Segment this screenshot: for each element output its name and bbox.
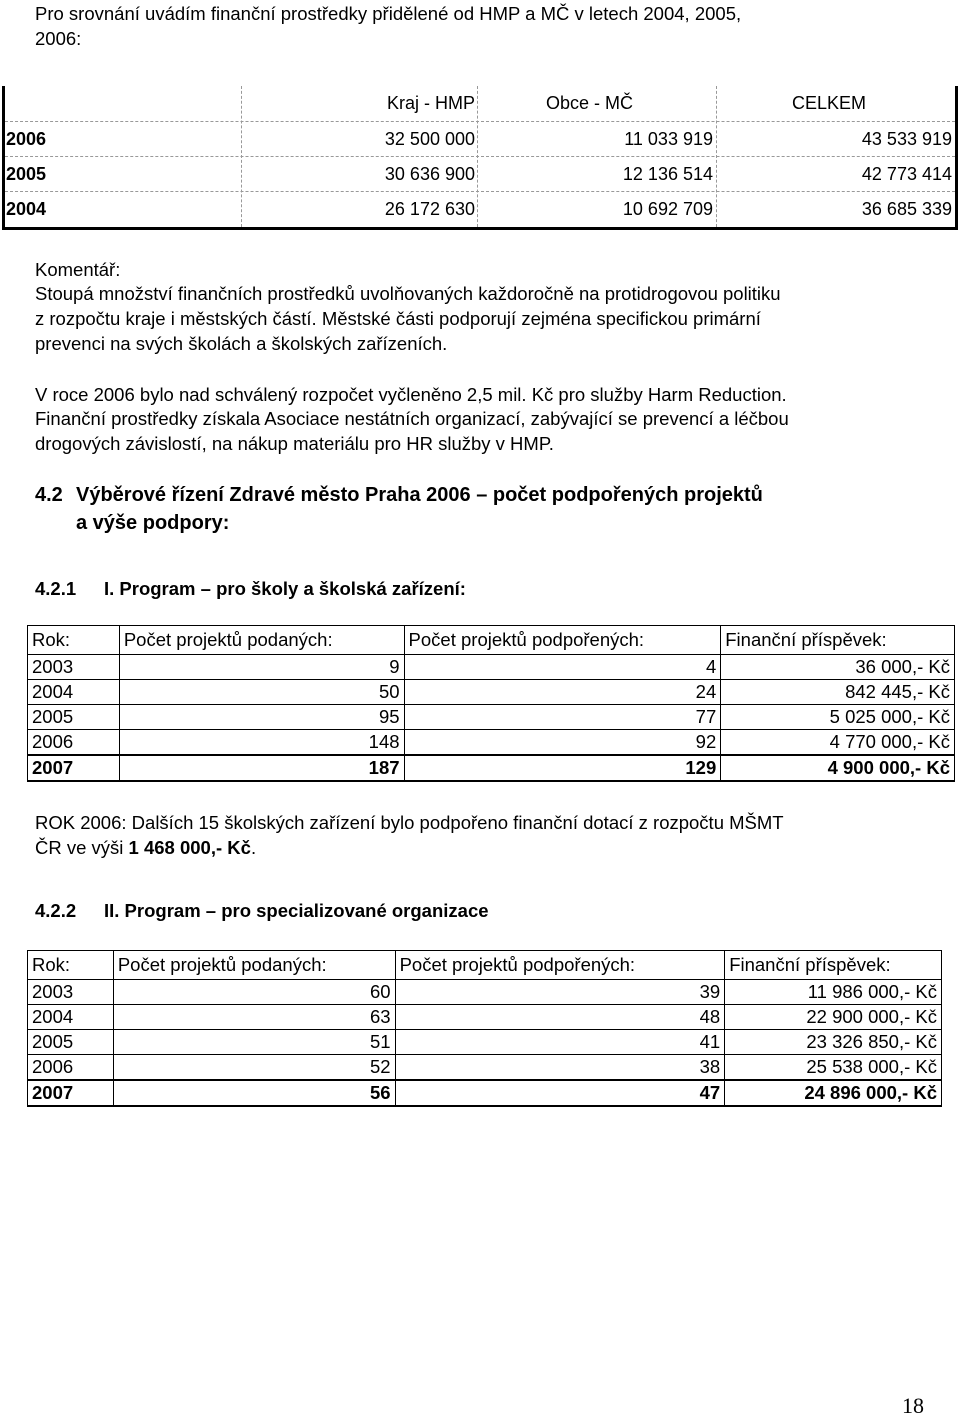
cell-contribution: 36 000,- Kč xyxy=(721,655,955,680)
header-supported: Počet projektů podpořených: xyxy=(395,951,725,980)
table-row xyxy=(28,730,955,756)
finance-header-obce: Obce - MČ xyxy=(546,93,634,113)
cell-contribution: 22 900 000,- Kč xyxy=(725,1005,942,1030)
finance-kraj-value: 30 636 900 xyxy=(384,164,475,184)
cell-submitted: 148 xyxy=(119,730,404,756)
header-submitted: Počet projektů podaných: xyxy=(119,626,404,655)
cell-submitted: 95 xyxy=(119,705,404,730)
rok2006-note-line-1: ROK 2006: Dalších 15 školských zařízení bylo podpořeno finanční dotací z rozpočtu MŠMT xyxy=(35,812,784,833)
program1-title: I. Program – pro školy a školská zařízení: xyxy=(104,578,466,599)
table-row xyxy=(28,1055,942,1081)
table-header-row xyxy=(28,626,955,655)
comment-line: z rozpočtu kraje i městských částí. Městské části podporují zejména specifickou primární xyxy=(35,308,761,329)
cell-contribution: 842 445,- Kč xyxy=(721,680,955,705)
finance-header-kraj: Kraj - HMP xyxy=(386,93,475,113)
cell-supported: 4 xyxy=(404,655,721,680)
finance-header-celkem: CELKEM xyxy=(792,93,867,113)
intro-line-2: 2006: xyxy=(35,28,82,49)
program1-number: 4.2.1 xyxy=(35,578,77,599)
table-row xyxy=(28,755,955,781)
cell-year: 2007 xyxy=(28,1080,114,1106)
finance-obce-value: 12 136 514 xyxy=(622,164,713,184)
cell-supported: 48 xyxy=(395,1005,725,1030)
cell-supported: 92 xyxy=(404,730,721,756)
table-row xyxy=(28,980,942,1005)
finance-row-divider xyxy=(5,191,955,192)
cell-year: 2006 xyxy=(28,730,120,756)
page-number: 18 xyxy=(902,1393,924,1418)
table-row xyxy=(28,680,955,705)
finance-kraj-value: 32 500 000 xyxy=(384,129,475,149)
rok2006-note-suffix: . xyxy=(250,837,257,858)
cell-contribution: 24 896 000,- Kč xyxy=(725,1080,942,1106)
cell-year: 2005 xyxy=(28,1030,114,1055)
harm-reduction-line: V roce 2006 bylo nad schválený rozpočet vyčleněno 2,5 mil. Kč pro služby Harm Reduction. xyxy=(35,384,787,405)
program1-table xyxy=(27,625,955,782)
comment-line: Stoupá množství finančních prostředků uvolňovaných každoročně na protidrogovou politiku xyxy=(35,283,781,304)
cell-supported: 129 xyxy=(404,755,721,781)
cell-submitted: 60 xyxy=(113,980,395,1005)
cell-year: 2003 xyxy=(28,655,120,680)
table-row xyxy=(28,1080,942,1106)
cell-contribution: 11 986 000,- Kč xyxy=(725,980,942,1005)
cell-year: 2003 xyxy=(28,980,114,1005)
section-title-line-2: a výše podpory: xyxy=(76,512,230,534)
finance-kraj-value: 26 172 630 xyxy=(384,199,475,219)
finance-celkem-value: 36 685 339 xyxy=(861,199,952,219)
header-contribution: Finanční příspěvek: xyxy=(725,951,942,980)
cell-contribution: 4 900 000,- Kč xyxy=(721,755,955,781)
program2-table xyxy=(27,950,942,1107)
program2-number: 4.2.2 xyxy=(35,900,77,921)
header-year: Rok: xyxy=(28,951,114,980)
table-row xyxy=(28,655,955,680)
header-submitted: Počet projektů podaných: xyxy=(113,951,395,980)
cell-submitted: 63 xyxy=(113,1005,395,1030)
harm-reduction-line: Finanční prostředky získala Asociace nestátních organizací, zabývající se prevencí a léčbou xyxy=(35,408,789,429)
table-row xyxy=(28,1030,942,1055)
cell-year: 2005 xyxy=(28,705,120,730)
cell-year: 2007 xyxy=(28,755,120,781)
table-row xyxy=(28,705,955,730)
cell-year: 2004 xyxy=(28,680,120,705)
finance-year: 2004 xyxy=(6,199,47,219)
cell-submitted: 51 xyxy=(113,1030,395,1055)
cell-year: 2004 xyxy=(28,1005,114,1030)
table-header-row xyxy=(28,951,942,980)
section-number: 4.2 xyxy=(35,484,63,506)
finance-row-divider xyxy=(5,156,955,157)
finance-obce-value: 10 692 709 xyxy=(622,199,713,219)
cell-supported: 47 xyxy=(395,1080,725,1106)
program2-title: II. Program – pro specializované organizace xyxy=(104,900,489,921)
cell-submitted: 9 xyxy=(119,655,404,680)
cell-supported: 38 xyxy=(395,1055,725,1081)
cell-contribution: 5 025 000,- Kč xyxy=(721,705,955,730)
cell-contribution: 4 770 000,- Kč xyxy=(721,730,955,756)
rok2006-note-prefix: ČR ve výši xyxy=(35,837,129,858)
cell-supported: 24 xyxy=(404,680,721,705)
finance-row-divider xyxy=(5,121,955,122)
cell-submitted: 56 xyxy=(113,1080,395,1106)
cell-supported: 39 xyxy=(395,980,725,1005)
header-year: Rok: xyxy=(28,626,120,655)
harm-reduction-line: drogových závislostí, na nákup materiálu pro HR služby v HMP. xyxy=(35,433,554,454)
cell-contribution: 25 538 000,- Kč xyxy=(725,1055,942,1081)
finance-year: 2005 xyxy=(6,164,47,184)
cell-supported: 41 xyxy=(395,1030,725,1055)
intro-line-1: Pro srovnání uvádím finanční prostředky přidělené od HMP a MČ v letech 2004, 2005, xyxy=(35,3,742,24)
header-supported: Počet projektů podpořených: xyxy=(404,626,721,655)
table-row xyxy=(28,1005,942,1030)
rok2006-note-line-2 xyxy=(35,836,256,860)
rok2006-note-amount: 1 468 000,- Kč xyxy=(128,837,251,858)
finance-celkem-value: 43 533 919 xyxy=(861,129,952,149)
section-title-line-1: Výběrové řízení Zdravé město Praha 2006 – počet podpořených projektů xyxy=(76,484,763,506)
finance-obce-value: 11 033 919 xyxy=(624,129,713,149)
finance-year: 2006 xyxy=(6,129,47,149)
cell-supported: 77 xyxy=(404,705,721,730)
cell-year: 2006 xyxy=(28,1055,114,1081)
cell-submitted: 52 xyxy=(113,1055,395,1081)
comment-label: Komentář: xyxy=(35,259,121,280)
comment-line: prevenci na svých školách a školských zařízeních. xyxy=(35,333,448,354)
header-contribution: Finanční příspěvek: xyxy=(721,626,955,655)
cell-contribution: 23 326 850,- Kč xyxy=(725,1030,942,1055)
finance-celkem-value: 42 773 414 xyxy=(861,164,952,184)
cell-submitted: 187 xyxy=(119,755,404,781)
cell-submitted: 50 xyxy=(119,680,404,705)
